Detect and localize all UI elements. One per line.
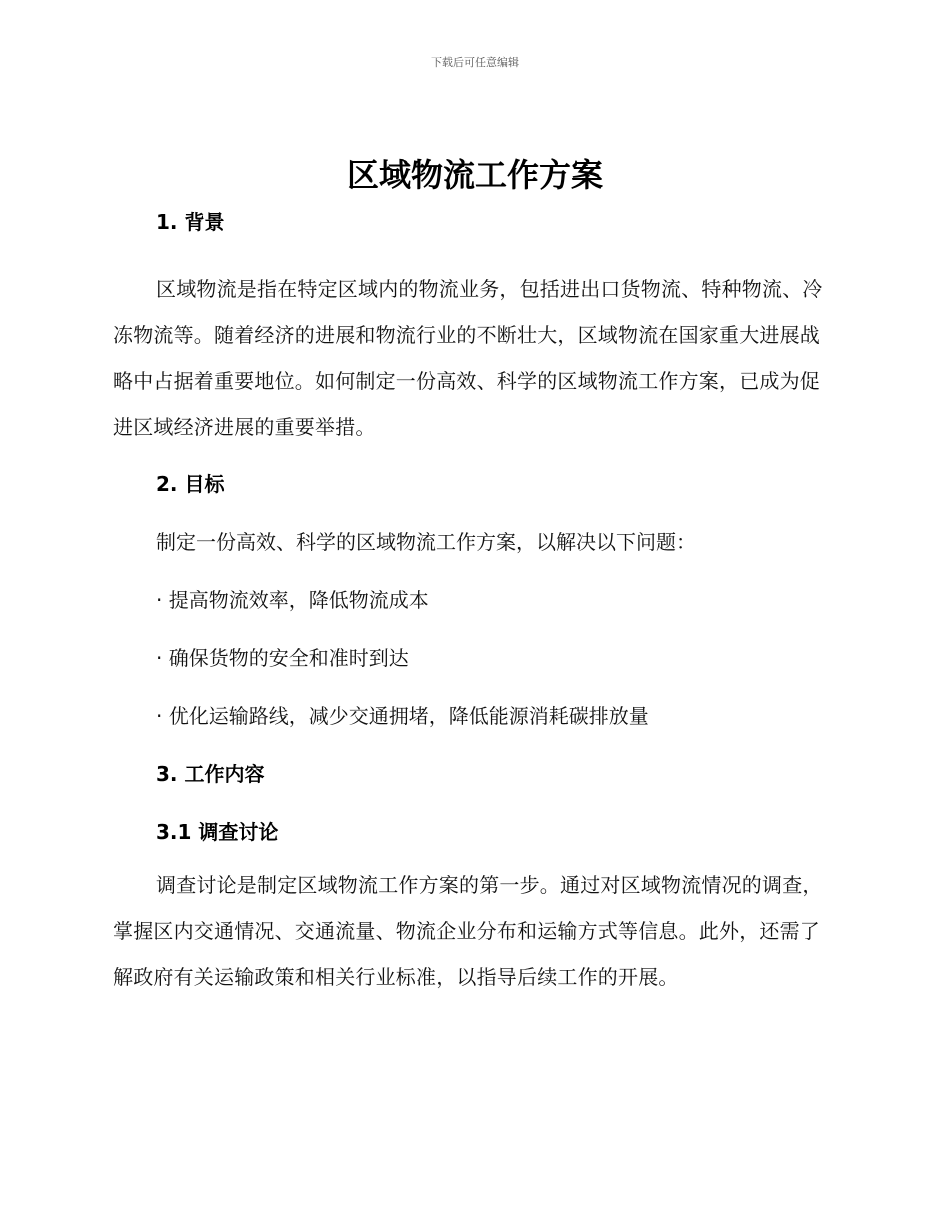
header-note: 下载后可任意编辑 bbox=[431, 56, 519, 69]
spacer bbox=[113, 498, 833, 528]
spacer bbox=[113, 846, 833, 862]
spacer bbox=[113, 788, 833, 818]
section-heading-goals: 2. 目标 bbox=[156, 472, 225, 496]
spacer bbox=[113, 236, 833, 266]
goals-bullet-2: · 确保货物的安全和准时到达 bbox=[156, 646, 409, 670]
goals-intro: 制定一份高效、科学的区域物流工作方案，以解决以下问题： bbox=[156, 530, 696, 554]
background-paragraph: 区域物流是指在特定区域内的物流业务，包括进出口货物流、特种物流、冷冻物流等。随着经济的进展和物流行业的不断壮大，区域物流在国家重大进展战略中占据着重要地位。如何制定一份高效、科学的区域物流工作方案，已成为促进区域经济进展的重要举措。 bbox=[113, 277, 823, 439]
spacer bbox=[113, 672, 833, 702]
spacer bbox=[113, 614, 833, 644]
section-heading-background: 1. 背景 bbox=[156, 210, 225, 234]
goals-bullet-3: · 优化运输路线，减少交通拥堵，降低能源消耗碳排放量 bbox=[156, 704, 649, 728]
research-paragraph: 调查讨论是制定区域物流工作方案的第一步。通过对区域物流情况的调查，掌握区内交通情况、交通流量、物流企业分布和运输方式等信息。此外，还需了解政府有关运输政策和相关行业标准，以指导后续工作的开展。 bbox=[113, 873, 823, 989]
spacer bbox=[113, 556, 833, 586]
section-heading-work: 3. 工作内容 bbox=[156, 762, 265, 786]
spacer bbox=[113, 450, 833, 470]
goals-bullet-1: · 提高物流效率，降低物流成本 bbox=[156, 588, 429, 612]
document-title: 区域物流工作方案 bbox=[346, 156, 603, 194]
spacer bbox=[113, 730, 833, 760]
subsection-heading-research: 3.1 调查讨论 bbox=[156, 820, 279, 844]
document-body bbox=[113, 208, 833, 1000]
